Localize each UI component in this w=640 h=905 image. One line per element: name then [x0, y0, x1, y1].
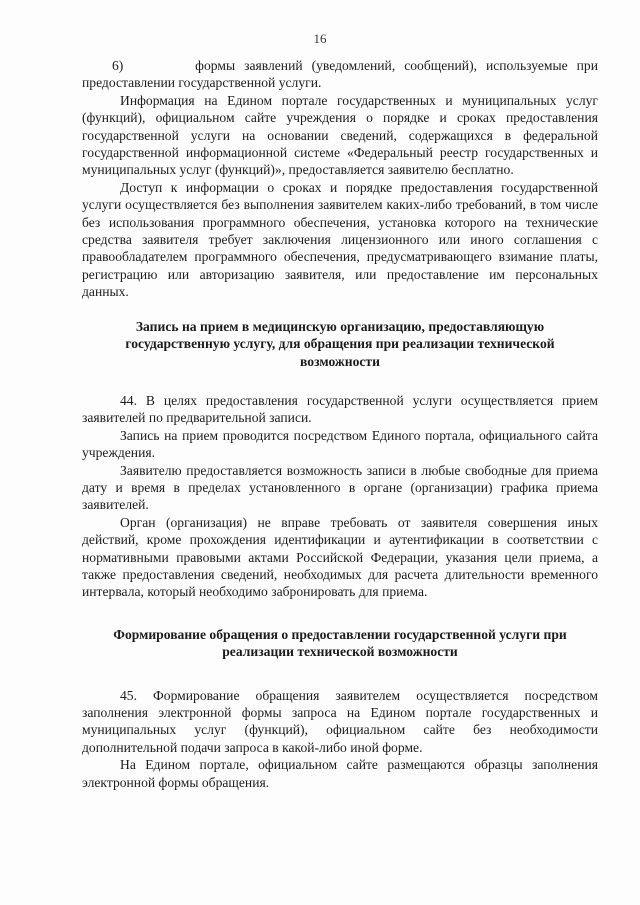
list-item-6: 6) формы заявлений (уведомлений, сообщений), используемые при предоставлении государственной услуги. — [82, 58, 598, 91]
section-heading-request-forming: Формирование обращения о предоставлении государственной услуги при реализации технической возможности — [113, 626, 567, 660]
paragraph-portal-info: Информация на Едином портале государственных и муниципальных услуг (функций), официальном сайте учреждения о порядке и сроках предоставления государственной услуги на основании сведений, содержащихся в федеральной государственной информационной системе «Федеральный реестр государственных и муниципальных услуг (функций)», предоставляется заявителю бесплатно. — [82, 92, 598, 178]
paragraph-access-info: Доступ к информации о сроках и порядке предоставления государственной услуги осуществляется без выполнения заявителем каких-либо требований, в том числе без использования программного обеспечения, установка которого на технические средства заявителя требует заключения лицензионного или иного соглашения с правообладателем программного обеспечения, предусматривающего взимание платы, регистрацию или авторизацию заявителя, или предоставление им персональных данных. — [82, 179, 598, 300]
paragraph-organization-restrictions: Орган (организация) не вправе требовать от заявителя совершения иных действий, кроме прохождения идентификации и аутентификации в соответствии с нормативными правовыми актами Российской Федерации, указания цели приема, а также предоставления сведений, необходимых для расчета длительности временного интервала, который необходимо забронировать для приема. — [82, 514, 598, 600]
page-number: 16 — [313, 31, 327, 46]
paragraph-appointment-slots: Заявителю предоставляется возможность записи в любые свободные для приема дату и время в пределах установленного в органе (организации) графика приема заявителей. — [82, 462, 598, 513]
paragraph-appointment-channels: Запись на прием проводится посредством Единого портала, официального сайта учреждения. — [82, 427, 598, 461]
paragraph-45: 45. Формирование обращения заявителем осуществляется посредством заполнения электронной формы запроса на Едином портале государственных и муниципальных услуг (функций), официальном сайте без необходимости дополнительной подачи запроса в какой-либо иной форме. — [82, 687, 598, 755]
paragraph-44: 44. В целях предоставления государственной услуги осуществляется прием заявителей по предварительной записи. — [82, 392, 598, 426]
section-heading-appointment: Запись на прием в медицинскую организацию, предоставляющую государственную услугу, для обращения при реализации технической возможности — [125, 318, 555, 369]
document-body — [82, 57, 598, 791]
paragraph-form-samples: На Едином портале, официальном сайте размещаются образцы заполнения электронной формы обращения. — [82, 757, 598, 790]
